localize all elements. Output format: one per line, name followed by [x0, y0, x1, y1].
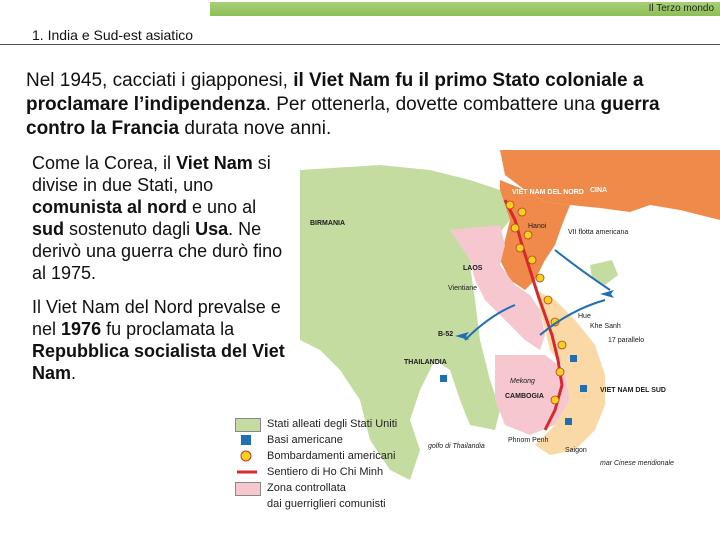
base-square-icon: [235, 434, 259, 446]
left-column: [32, 152, 292, 396]
para2-text-2: si divise in due Stati, uno: [32, 153, 271, 195]
trail-line-icon: [235, 466, 259, 478]
para2-bold-2: comunista al nord: [32, 197, 188, 217]
para2-bold-3: sud: [32, 219, 65, 239]
legend-item-zone-cont: [205, 496, 386, 512]
para3-text-3: .: [71, 363, 77, 383]
legend-label: Stati alleati degli Stati Uniti: [267, 418, 398, 430]
para2-bold-1: Viet Nam: [176, 153, 253, 173]
zone-swatch-icon: [235, 482, 261, 496]
label-vn-nord: VIET NAM DEL NORD: [512, 189, 584, 196]
intro-text-3: durata nove anni.: [179, 118, 332, 139]
section-title: 1. India e Sud-est asiatico: [32, 27, 194, 43]
outcome-paragraph: [32, 296, 292, 384]
legend-item-trail: [205, 464, 384, 480]
division-paragraph: [32, 152, 292, 284]
legend-item-allies: [205, 416, 398, 432]
para2-text-3: e uno al: [187, 197, 257, 217]
legend-label: Basi americane: [267, 434, 343, 446]
top-bar-accent: [210, 2, 720, 16]
label-b52: B-52: [438, 331, 454, 338]
legend-label: Sentiero di Ho Chi Minh: [267, 466, 384, 478]
label-hanoi: Hanoi: [528, 223, 547, 230]
label-cambogia: CAMBOGIA: [505, 393, 544, 400]
intro-text-1: Nel 1945, cacciati i giapponesi,: [26, 70, 294, 91]
intro-bold-1: il Viet Nam fu il primo Stato coloniale a proclamare l’indipendenza: [26, 70, 644, 115]
allies-swatch-icon: [235, 418, 261, 432]
label-golfo: golfo di Thailandia: [428, 443, 485, 450]
para3-text-1: Il Viet Nam del Nord prevalse e nel: [32, 297, 281, 339]
legend-item-bases: [205, 432, 375, 448]
label-vn-sud: VIET NAM DEL SUD: [600, 387, 666, 394]
intro-bold-2: guerra contro la Francia: [26, 94, 660, 139]
label-phnom-penh: Phnom Penh: [508, 437, 549, 444]
label-thailandia: THAILANDIA: [404, 359, 447, 366]
label-hue: Hue: [578, 313, 591, 320]
top-bar: [0, 0, 720, 22]
label-vii-flotta: VII flotta americana: [568, 229, 629, 236]
label-vientiane: Vientiane: [448, 285, 478, 292]
map-legend: [205, 416, 398, 512]
explosion-star-icon: [235, 450, 259, 462]
para3-bold-1: 1976: [61, 319, 102, 339]
intro-paragraph: [26, 69, 686, 141]
para3-text-2: fu proclamata la: [101, 319, 235, 339]
legend-label: dai guerriglieri comunisti: [267, 498, 386, 510]
legend-label: Zona controllata: [267, 482, 346, 494]
para2-text-5: . Ne derivò una guerra che durò fino al 1975.: [32, 219, 283, 283]
para2-bold-4: Usa: [195, 219, 229, 239]
legend-item-zone: [205, 480, 375, 496]
legend-item-bombing: [205, 448, 396, 464]
para2-text-4: sostenuto dagli: [64, 219, 196, 239]
label-laos: LAOS: [463, 265, 483, 272]
chapter-label: Il Terzo mondo: [648, 3, 714, 14]
intro-text-2: . Per ottenerla, dovette combattere una: [265, 94, 601, 115]
title-divider: [0, 44, 720, 45]
label-khe-sanh: Khe Sanh: [590, 323, 621, 330]
para2-text-1: Come la Corea, il: [32, 153, 177, 173]
label-mekong: Mekong: [510, 378, 535, 385]
label-saigon: Saigon: [565, 447, 587, 454]
label-cina: CINA: [590, 187, 608, 194]
para3-bold-2: Repubblica socialista del Viet Nam: [32, 341, 285, 383]
label-17-parallelo: 17 parallelo: [608, 337, 645, 344]
label-birmania: BIRMANIA: [310, 220, 345, 227]
legend-label: Bombardamenti americani: [267, 450, 396, 462]
label-mar-cinese: mar Cinese meridionale: [600, 460, 674, 467]
